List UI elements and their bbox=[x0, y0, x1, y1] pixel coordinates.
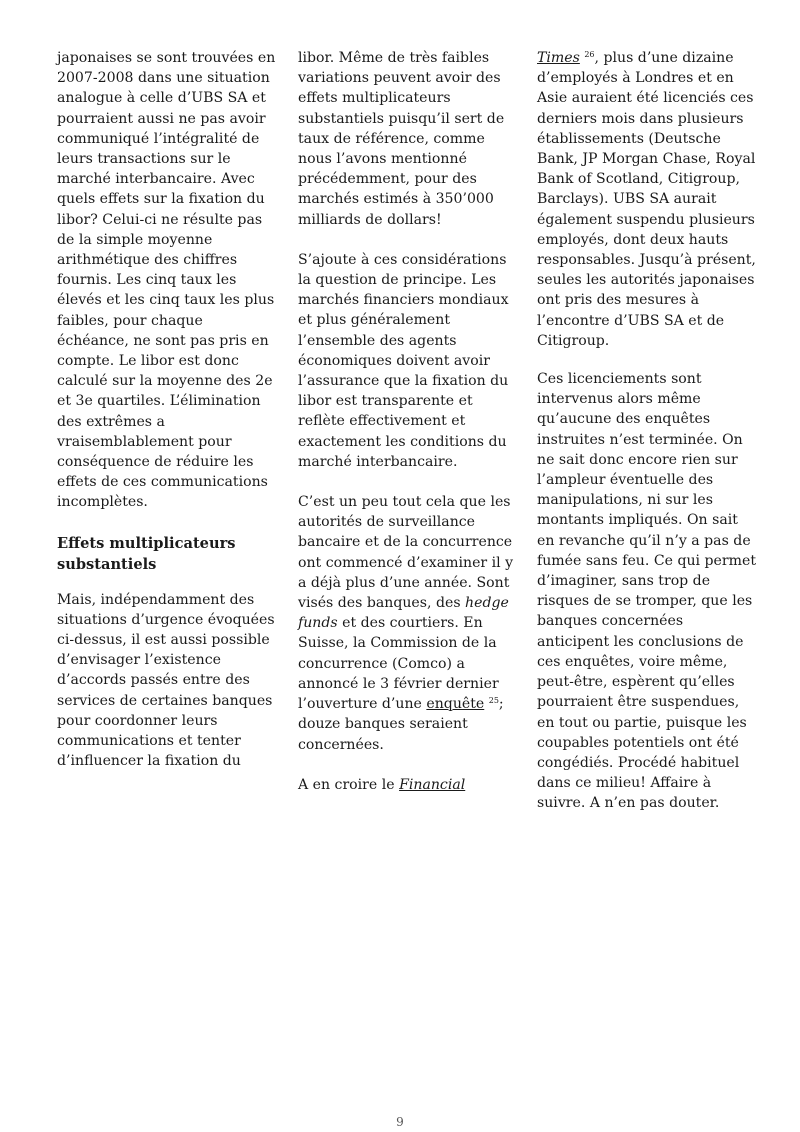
column-middle bbox=[298, 48, 518, 815]
investigation-text-1: C’est un peu tout cela que les autorités de surveillance bancaire et de la concurrence ont commencé d’examiner il y a déjà plus d’une année. Sont visés des banques, des bbox=[298, 494, 514, 612]
dismissals-text: , plus d’une dizaine d’employés à Londres et en Asie auraient été licenciés ces derniers mois dans plusieurs établissements (Deutsche Bank, JP Morgan Chase, Royal Bank of Scotland, Citigroup, Barclays). UBS SA aurait également suspendu plusieurs employés, dont deux hauts responsables. Jusqu’à présent, seules les autorités japonaises ont pris des mesures à l’encontre d’UBS SA et de Citigroup. bbox=[537, 50, 756, 349]
paragraph-financial-times-intro bbox=[298, 775, 518, 795]
investigation-text-3: ; douze banques seraient concernées. bbox=[298, 696, 504, 753]
section-heading: Effets multiplicateurs substantiels bbox=[57, 534, 236, 573]
page-number: 9 bbox=[396, 1115, 404, 1129]
column-right bbox=[537, 48, 759, 834]
paragraph-investigation bbox=[298, 492, 518, 755]
financial-link[interactable]: Financial bbox=[399, 776, 466, 793]
paragraph-dismissals bbox=[537, 48, 759, 351]
paragraph-principle: S’ajoute à ces considérations la question de principe. Les marchés financiers mondiaux et plus généralement l’ensemble des agents économiques doivent avoir l’assurance que la fixation du libor est transparente et reflète effectivement et exactement les conditions du marché interbancaire. bbox=[298, 251, 509, 470]
times-link[interactable]: Times bbox=[537, 50, 580, 66]
hedge-funds-term: hedge funds bbox=[298, 595, 509, 632]
enquete-link[interactable]: enquête bbox=[426, 696, 485, 713]
paragraph-japanese-banks: japonaises se sont trouvées en 2007-2008 dans une situation analogue à celle d’UBS SA et pourraient aussi ne pas avoir communiqué l’intégralité de leurs transactions sur le marché interbancaire. Avec quels effets sur la fixation du libor? Celui-ci ne résulte pas de la simple moyenne arithmétique des chiffres fournis. Les cinq taux les élevés et les cinq taux les plus faibles, pour chaque échéance, ne sont pas pris en compte. Le libor est donc calculé sur la moyenne des 2e et 3e quartiles. L’élimination des extrêmes a vraisemblablement pour conséquence de réduire les effets de ces communications incomplètes. bbox=[57, 50, 276, 511]
paragraph-conclusion: Ces licenciements sont intervenus alors même qu’aucune des enquêtes instruites n’est terminée. On ne sait donc encore rien sur l’ampleur éventuelle des manipulations, ni sur les montants impliqués. On sait en revanche qu’il n’y a pas de fumée sans feu. Ce qui permet d’imaginer, sans trop de risques de se tromper, que les banques concernées anticipent les conclusions de ces enquêtes, voire même, peut-être, espèrent qu’elles pourraient être suspendues, en tout ou partie, puisque les coupables potentiels ont été congédiés. Procédé habituel dans ce milieu! Affaire à suivre. A n’en pas douter. bbox=[537, 371, 756, 812]
paragraph-coordination: Mais, indépendamment des situations d’urgence évoquées ci-dessus, il est aussi possible d’envisager l’existence d’accords passés entre des services de certaines banques pour coordonner leurs communications et tenter d’influencer la fixation du bbox=[57, 591, 275, 770]
ft-intro-text: A en croire le bbox=[298, 776, 395, 793]
footnote-26[interactable]: 26 bbox=[584, 50, 595, 59]
footnote-25[interactable]: 25 bbox=[488, 696, 499, 706]
paragraph-multiplier-effects: libor. Même de très faibles variations peuvent avoir des effets multiplicateurs substantiels puisqu’il sert de taux de référence, comme nous l’avons mentionné précédemment, pour des marchés estimés à 350’000 milliards de dollars! bbox=[298, 50, 505, 228]
column-left bbox=[57, 48, 279, 792]
investigation-text-2: et des courtiers. En Suisse, la Commission de la concurrence (Comco) a annoncé le 3 février dernier l’ouverture d’une bbox=[298, 615, 499, 713]
